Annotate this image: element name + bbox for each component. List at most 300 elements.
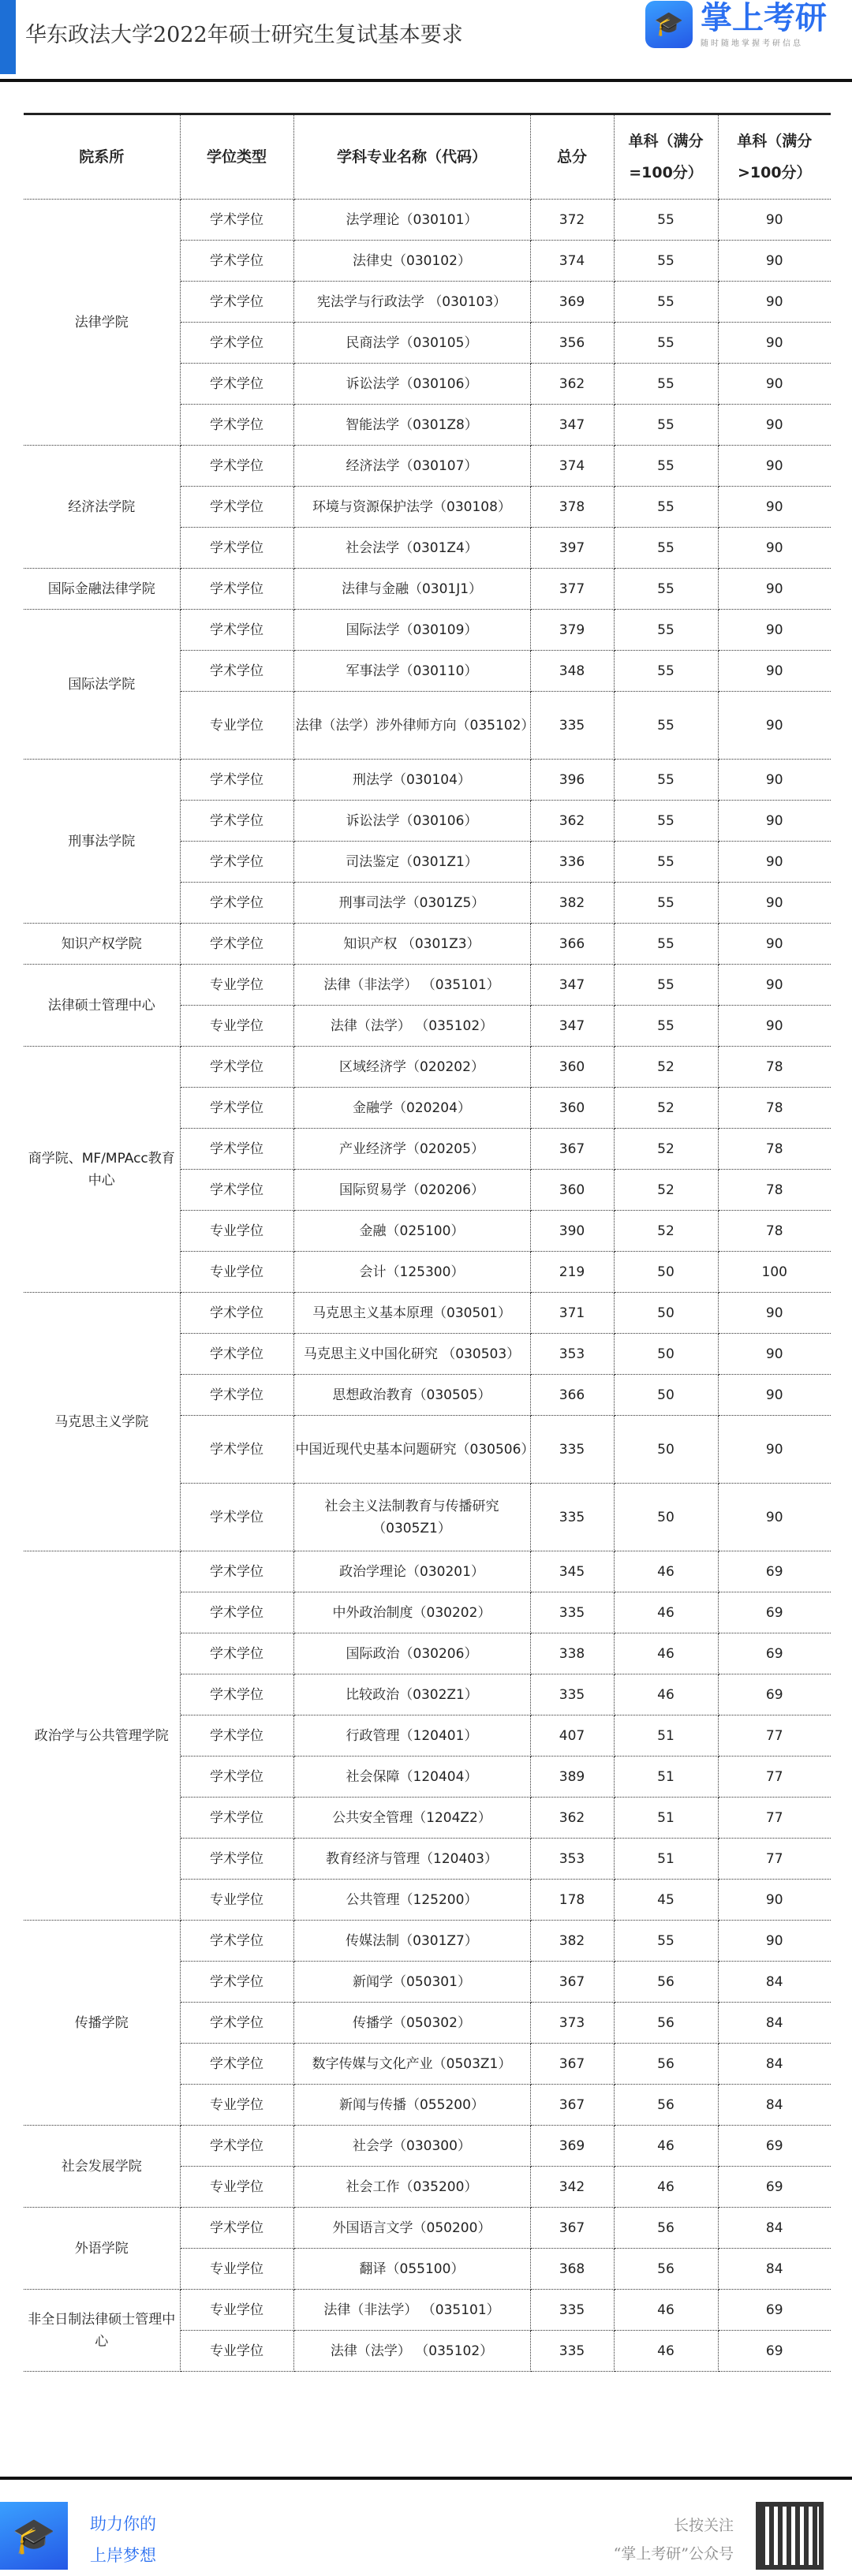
single-100-cell: 46: [614, 2290, 718, 2331]
table-row: [24, 1921, 831, 1962]
total-score-cell: 347: [530, 1006, 614, 1047]
single-over-100-cell: 90: [718, 241, 831, 282]
single-100-cell: 55: [614, 282, 718, 323]
single-over-100-cell: 78: [718, 1047, 831, 1088]
degree-type-cell: 学术学位: [180, 1484, 293, 1551]
single-over-100-cell: 90: [718, 323, 831, 364]
total-score-cell: 335: [530, 1484, 614, 1551]
degree-type-cell: 学术学位: [180, 1633, 293, 1674]
major-cell: 新闻与传播（055200）: [293, 2085, 530, 2126]
major-cell: 法律（法学） （035102）: [293, 2331, 530, 2372]
total-score-cell: 378: [530, 487, 614, 528]
single-100-cell: 55: [614, 965, 718, 1006]
total-score-cell: 389: [530, 1757, 614, 1798]
single-over-100-cell: 69: [718, 1551, 831, 1592]
major-cell: 新闻学（050301）: [293, 1962, 530, 2003]
single-100-cell: 46: [614, 1674, 718, 1715]
total-score-cell: 369: [530, 282, 614, 323]
major-cell: 行政管理（120401）: [293, 1715, 530, 1757]
major-cell: 社会主义法制教育与传播研究（0305Z1）: [293, 1484, 530, 1551]
degree-type-cell: 学术学位: [180, 1293, 293, 1334]
major-cell: 公共安全管理（1204Z2）: [293, 1798, 530, 1839]
single-100-cell: 55: [614, 883, 718, 924]
total-score-cell: 366: [530, 1375, 614, 1416]
degree-type-cell: 学术学位: [180, 2044, 293, 2085]
single-100-cell: 46: [614, 2331, 718, 2372]
follow-line-1: 长按关注: [673, 2517, 734, 2534]
major-cell: 中国近现代史基本问题研究（030506）: [293, 1416, 530, 1484]
dept-cell: 经济法学院: [24, 446, 180, 569]
single-100-cell: 55: [614, 446, 718, 487]
single-over-100-cell: 90: [718, 1880, 831, 1921]
table-row: [24, 2126, 831, 2167]
total-score-cell: 335: [530, 692, 614, 760]
table-header-row: [24, 114, 831, 200]
degree-type-cell: 学术学位: [180, 1839, 293, 1880]
total-score-cell: 347: [530, 965, 614, 1006]
dept-cell: 国际法学院: [24, 610, 180, 760]
major-cell: 国际政治（030206）: [293, 1633, 530, 1674]
degree-type-cell: 学术学位: [180, 569, 293, 610]
table-row: [24, 2290, 831, 2331]
major-cell: 诉讼法学（030106）: [293, 801, 530, 842]
single-100-cell: 56: [614, 2249, 718, 2290]
total-score-cell: 407: [530, 1715, 614, 1757]
single-100-cell: 56: [614, 2208, 718, 2249]
total-score-cell: 348: [530, 651, 614, 692]
table-row: [24, 924, 831, 965]
degree-type-cell: 学术学位: [180, 1375, 293, 1416]
dept-cell: 知识产权学院: [24, 924, 180, 965]
single-over-100-cell: 90: [718, 965, 831, 1006]
page-title: 华东政法大学2022年硕士研究生复试基本要求: [25, 23, 463, 47]
single-100-cell: 50: [614, 1293, 718, 1334]
follow-line-2: “掌上考研”公众号: [613, 2545, 734, 2563]
single-over-100-cell: 78: [718, 1129, 831, 1170]
single-100-cell: 55: [614, 569, 718, 610]
total-score-cell: 367: [530, 2208, 614, 2249]
single-over-100-cell: 77: [718, 1715, 831, 1757]
major-cell: 外国语言文学（050200）: [293, 2208, 530, 2249]
degree-type-cell: 学术学位: [180, 1088, 293, 1129]
total-score-cell: 362: [530, 1798, 614, 1839]
total-score-cell: 368: [530, 2249, 614, 2290]
single-over-100-cell: 84: [718, 1962, 831, 2003]
single-over-100-cell: 90: [718, 1006, 831, 1047]
degree-type-cell: 学术学位: [180, 1962, 293, 2003]
degree-type-cell: 学术学位: [180, 801, 293, 842]
major-cell: 法律史（030102）: [293, 241, 530, 282]
major-cell: 中外政治制度（030202）: [293, 1592, 530, 1633]
major-cell: 教育经济与管理（120403）: [293, 1839, 530, 1880]
total-score-cell: 362: [530, 364, 614, 405]
degree-type-cell: 专业学位: [180, 1006, 293, 1047]
page-footer: [0, 2492, 852, 2576]
dept-cell: 商学院、MF/MPAcc教育中心: [24, 1047, 180, 1293]
single-over-100-cell: 69: [718, 1633, 831, 1674]
total-score-cell: 335: [530, 1674, 614, 1715]
single-over-100-cell: 90: [718, 1416, 831, 1484]
single-over-100-cell: 69: [718, 2290, 831, 2331]
degree-type-cell: 学术学位: [180, 1170, 293, 1211]
total-score-cell: 342: [530, 2167, 614, 2208]
single-over-100-cell: 69: [718, 2167, 831, 2208]
dept-cell: 非全日制法律硕士管理中心: [24, 2290, 180, 2372]
single-100-cell: 46: [614, 1592, 718, 1633]
major-cell: 知识产权 （0301Z3）: [293, 924, 530, 965]
table-row: [24, 569, 831, 610]
major-cell: 环境与资源保护法学（030108）: [293, 487, 530, 528]
single-over-100-cell: 90: [718, 200, 831, 241]
degree-type-cell: 学术学位: [180, 405, 293, 446]
major-cell: 宪法学与行政法学 （030103）: [293, 282, 530, 323]
degree-type-cell: 学术学位: [180, 1921, 293, 1962]
single-100-cell: 56: [614, 2085, 718, 2126]
single-100-cell: 51: [614, 1798, 718, 1839]
major-cell: 经济法学（030107）: [293, 446, 530, 487]
degree-type-cell: 学术学位: [180, 1551, 293, 1592]
single-100-cell: 50: [614, 1375, 718, 1416]
header-divider: [0, 79, 852, 82]
single-100-cell: 50: [614, 1484, 718, 1551]
table-row: [24, 200, 831, 241]
major-cell: 金融学（020204）: [293, 1088, 530, 1129]
degree-type-cell: 学术学位: [180, 1416, 293, 1484]
single-100-cell: 56: [614, 1962, 718, 2003]
major-cell: 刑法学（030104）: [293, 760, 530, 801]
total-score-cell: 366: [530, 924, 614, 965]
degree-type-cell: 专业学位: [180, 2167, 293, 2208]
total-score-cell: 382: [530, 1921, 614, 1962]
dept-cell: 传播学院: [24, 1921, 180, 2126]
single-over-100-cell: 69: [718, 1674, 831, 1715]
total-score-cell: 371: [530, 1293, 614, 1334]
major-cell: 会计（125300）: [293, 1252, 530, 1293]
major-cell: 翻译（055100）: [293, 2249, 530, 2290]
degree-type-cell: 学术学位: [180, 610, 293, 651]
single-100-cell: 55: [614, 241, 718, 282]
major-cell: 社会工作（035200）: [293, 2167, 530, 2208]
single-100-cell: 55: [614, 1921, 718, 1962]
single-over-100-cell: 90: [718, 842, 831, 883]
single-over-100-cell: 90: [718, 1484, 831, 1551]
degree-type-cell: 学术学位: [180, 651, 293, 692]
single-100-cell: 50: [614, 1252, 718, 1293]
total-score-cell: 377: [530, 569, 614, 610]
table-row: [24, 2208, 831, 2249]
dept-cell: 政治学与公共管理学院: [24, 1551, 180, 1921]
col-single-100: 单科（满分=100分）: [614, 114, 718, 200]
major-cell: 社会保障（120404）: [293, 1757, 530, 1798]
major-cell: 马克思主义基本原理（030501）: [293, 1293, 530, 1334]
single-over-100-cell: 90: [718, 610, 831, 651]
degree-type-cell: 学术学位: [180, 883, 293, 924]
single-100-cell: 46: [614, 2167, 718, 2208]
total-score-cell: 178: [530, 1880, 614, 1921]
total-score-cell: 335: [530, 1416, 614, 1484]
single-100-cell: 56: [614, 2044, 718, 2085]
total-score-cell: 219: [530, 1252, 614, 1293]
single-over-100-cell: 69: [718, 2331, 831, 2372]
single-over-100-cell: 90: [718, 1921, 831, 1962]
single-over-100-cell: 90: [718, 405, 831, 446]
single-over-100-cell: 90: [718, 1293, 831, 1334]
total-score-cell: 390: [530, 1211, 614, 1252]
table-row: [24, 1047, 831, 1088]
major-cell: 马克思主义中国化研究 （030503）: [293, 1334, 530, 1375]
single-over-100-cell: 77: [718, 1798, 831, 1839]
logo-name: 掌上考研: [701, 0, 827, 36]
single-over-100-cell: 78: [718, 1088, 831, 1129]
total-score-cell: 356: [530, 323, 614, 364]
total-score-cell: 367: [530, 1962, 614, 2003]
total-score-cell: 360: [530, 1088, 614, 1129]
degree-type-cell: 学术学位: [180, 364, 293, 405]
total-score-cell: 379: [530, 610, 614, 651]
total-score-cell: 360: [530, 1170, 614, 1211]
col-degree-type: 学位类型: [180, 114, 293, 200]
single-over-100-cell: 69: [718, 2126, 831, 2167]
major-cell: 社会法学（0301Z4）: [293, 528, 530, 569]
single-over-100-cell: 90: [718, 364, 831, 405]
single-over-100-cell: 84: [718, 2003, 831, 2044]
degree-type-cell: 学术学位: [180, 1047, 293, 1088]
total-score-cell: 335: [530, 1592, 614, 1633]
single-100-cell: 55: [614, 610, 718, 651]
table-row: [24, 965, 831, 1006]
degree-type-cell: 专业学位: [180, 2331, 293, 2372]
major-cell: 法律（非法学） （035101）: [293, 2290, 530, 2331]
single-over-100-cell: 84: [718, 2044, 831, 2085]
qr-code-icon[interactable]: [756, 2502, 824, 2570]
single-100-cell: 55: [614, 692, 718, 760]
major-cell: 数字传媒与文化产业（0503Z1）: [293, 2044, 530, 2085]
total-score-cell: 367: [530, 2044, 614, 2085]
total-score-cell: 338: [530, 1633, 614, 1674]
degree-type-cell: 学术学位: [180, 1674, 293, 1715]
table-row: [24, 760, 831, 801]
single-100-cell: 55: [614, 760, 718, 801]
total-score-cell: 382: [530, 883, 614, 924]
logo-tagline: 随时随地掌握考研信息: [701, 39, 803, 48]
major-cell: 国际法学（030109）: [293, 610, 530, 651]
major-cell: 法律（法学）涉外律师方向（035102）: [293, 692, 530, 760]
degree-type-cell: 学术学位: [180, 1334, 293, 1375]
degree-type-cell: 专业学位: [180, 2249, 293, 2290]
degree-type-cell: 学术学位: [180, 2208, 293, 2249]
single-over-100-cell: 69: [718, 1592, 831, 1633]
degree-type-cell: 学术学位: [180, 760, 293, 801]
single-100-cell: 55: [614, 801, 718, 842]
single-over-100-cell: 84: [718, 2208, 831, 2249]
single-100-cell: 52: [614, 1211, 718, 1252]
degree-type-cell: 专业学位: [180, 965, 293, 1006]
dept-cell: 法律硕士管理中心: [24, 965, 180, 1047]
single-100-cell: 55: [614, 924, 718, 965]
graduation-cap-icon: 🎓: [0, 2502, 68, 2570]
degree-type-cell: 学术学位: [180, 842, 293, 883]
dept-cell: 社会发展学院: [24, 2126, 180, 2208]
single-100-cell: 51: [614, 1839, 718, 1880]
degree-type-cell: 学术学位: [180, 323, 293, 364]
major-cell: 刑事司法学（0301Z5）: [293, 883, 530, 924]
slogan-line-2: 上岸梦想: [90, 2546, 156, 2565]
degree-type-cell: 学术学位: [180, 487, 293, 528]
major-cell: 诉讼法学（030106）: [293, 364, 530, 405]
single-over-100-cell: 78: [718, 1170, 831, 1211]
single-100-cell: 55: [614, 200, 718, 241]
single-100-cell: 50: [614, 1416, 718, 1484]
total-score-cell: 397: [530, 528, 614, 569]
degree-type-cell: 学术学位: [180, 924, 293, 965]
total-score-cell: 396: [530, 760, 614, 801]
single-over-100-cell: 90: [718, 1334, 831, 1375]
single-100-cell: 52: [614, 1170, 718, 1211]
single-100-cell: 52: [614, 1129, 718, 1170]
single-over-100-cell: 90: [718, 801, 831, 842]
major-cell: 智能法学（0301Z8）: [293, 405, 530, 446]
single-100-cell: 46: [614, 2126, 718, 2167]
major-cell: 金融（025100）: [293, 1211, 530, 1252]
total-score-cell: 360: [530, 1047, 614, 1088]
degree-type-cell: 学术学位: [180, 1592, 293, 1633]
col-total: 总分: [530, 114, 614, 200]
table-row: [24, 610, 831, 651]
single-over-100-cell: 90: [718, 487, 831, 528]
footer-divider: [0, 2477, 852, 2480]
degree-type-cell: 专业学位: [180, 1211, 293, 1252]
total-score-cell: 362: [530, 801, 614, 842]
major-cell: 法律（非法学） （035101）: [293, 965, 530, 1006]
col-dept: 院系所: [24, 114, 180, 200]
single-over-100-cell: 90: [718, 282, 831, 323]
single-100-cell: 46: [614, 1551, 718, 1592]
degree-type-cell: 专业学位: [180, 2290, 293, 2331]
major-cell: 军事法学（030110）: [293, 651, 530, 692]
major-cell: 比较政治（0302Z1）: [293, 1674, 530, 1715]
single-100-cell: 55: [614, 364, 718, 405]
requirements-table: [24, 113, 831, 2372]
major-cell: 公共管理（125200）: [293, 1880, 530, 1921]
single-over-100-cell: 84: [718, 2085, 831, 2126]
single-100-cell: 50: [614, 1334, 718, 1375]
total-score-cell: 373: [530, 2003, 614, 2044]
col-major: 学科专业名称（代码）: [293, 114, 530, 200]
single-100-cell: 55: [614, 405, 718, 446]
degree-type-cell: 学术学位: [180, 1798, 293, 1839]
degree-type-cell: 学术学位: [180, 282, 293, 323]
major-cell: 思想政治教育（030505）: [293, 1375, 530, 1416]
major-cell: 法律（法学） （035102）: [293, 1006, 530, 1047]
major-cell: 法律与金融（0301J1）: [293, 569, 530, 610]
single-100-cell: 51: [614, 1715, 718, 1757]
single-100-cell: 55: [614, 323, 718, 364]
single-over-100-cell: 90: [718, 883, 831, 924]
major-cell: 司法鉴定（0301Z1）: [293, 842, 530, 883]
total-score-cell: 372: [530, 200, 614, 241]
total-score-cell: 335: [530, 2290, 614, 2331]
major-cell: 社会学（030300）: [293, 2126, 530, 2167]
table-row: [24, 1293, 831, 1334]
degree-type-cell: 学术学位: [180, 2003, 293, 2044]
total-score-cell: 367: [530, 1129, 614, 1170]
degree-type-cell: 专业学位: [180, 1252, 293, 1293]
major-cell: 法学理论（030101）: [293, 200, 530, 241]
dept-cell: 外语学院: [24, 2208, 180, 2290]
degree-type-cell: 学术学位: [180, 200, 293, 241]
single-over-100-cell: 90: [718, 528, 831, 569]
single-100-cell: 55: [614, 651, 718, 692]
page-header: [0, 0, 852, 79]
degree-type-cell: 学术学位: [180, 2126, 293, 2167]
degree-type-cell: 学术学位: [180, 241, 293, 282]
total-score-cell: 353: [530, 1839, 614, 1880]
accent-bar: [0, 0, 16, 74]
single-100-cell: 55: [614, 1006, 718, 1047]
single-100-cell: 45: [614, 1880, 718, 1921]
table-row: [24, 446, 831, 487]
single-over-100-cell: 90: [718, 1375, 831, 1416]
major-cell: 区域经济学（020202）: [293, 1047, 530, 1088]
total-score-cell: 336: [530, 842, 614, 883]
single-over-100-cell: 84: [718, 2249, 831, 2290]
total-score-cell: 347: [530, 405, 614, 446]
single-100-cell: 52: [614, 1047, 718, 1088]
single-over-100-cell: 77: [718, 1839, 831, 1880]
major-cell: 传媒法制（0301Z7）: [293, 1921, 530, 1962]
major-cell: 民商法学（030105）: [293, 323, 530, 364]
single-over-100-cell: 90: [718, 446, 831, 487]
major-cell: 政治学理论（030201）: [293, 1551, 530, 1592]
single-over-100-cell: 90: [718, 924, 831, 965]
total-score-cell: 335: [530, 2331, 614, 2372]
single-100-cell: 51: [614, 1757, 718, 1798]
single-100-cell: 55: [614, 528, 718, 569]
degree-type-cell: 学术学位: [180, 1715, 293, 1757]
degree-type-cell: 专业学位: [180, 692, 293, 760]
single-100-cell: 55: [614, 487, 718, 528]
single-over-100-cell: 90: [718, 692, 831, 760]
dept-cell: 国际金融法律学院: [24, 569, 180, 610]
major-cell: 国际贸易学（020206）: [293, 1170, 530, 1211]
single-over-100-cell: 90: [718, 760, 831, 801]
degree-type-cell: 学术学位: [180, 1757, 293, 1798]
single-over-100-cell: 90: [718, 569, 831, 610]
total-score-cell: 374: [530, 446, 614, 487]
brand-logo: [645, 0, 827, 48]
total-score-cell: 345: [530, 1551, 614, 1592]
major-cell: 传播学（050302）: [293, 2003, 530, 2044]
table-row: [24, 1551, 831, 1592]
single-over-100-cell: 90: [718, 651, 831, 692]
degree-type-cell: 专业学位: [180, 2085, 293, 2126]
single-100-cell: 52: [614, 1088, 718, 1129]
slogan-line-1: 助力你的: [90, 2514, 156, 2533]
single-over-100-cell: 78: [718, 1211, 831, 1252]
major-cell: 产业经济学（020205）: [293, 1129, 530, 1170]
graduation-cap-icon: 🎓: [645, 1, 693, 48]
dept-cell: 法律学院: [24, 200, 180, 446]
single-100-cell: 55: [614, 842, 718, 883]
single-100-cell: 56: [614, 2003, 718, 2044]
single-over-100-cell: 100: [718, 1252, 831, 1293]
dept-cell: 马克思主义学院: [24, 1293, 180, 1551]
degree-type-cell: 学术学位: [180, 528, 293, 569]
single-100-cell: 46: [614, 1633, 718, 1674]
degree-type-cell: 学术学位: [180, 446, 293, 487]
total-score-cell: 367: [530, 2085, 614, 2126]
total-score-cell: 369: [530, 2126, 614, 2167]
